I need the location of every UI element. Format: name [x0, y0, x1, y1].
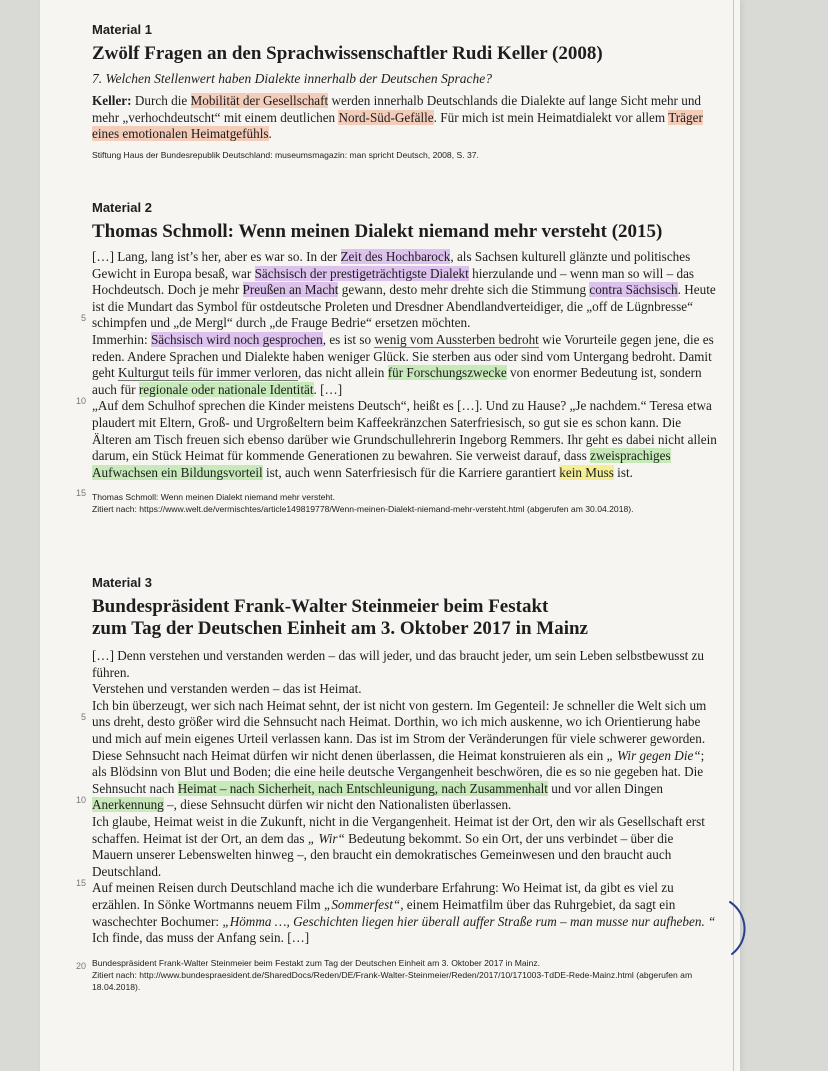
highlight-purple: contra Sächsisch	[589, 282, 678, 298]
material-1-question: 7. Welchen Stellenwert haben Dialekte innerhalb der Deutschen Sprache?	[92, 71, 493, 86]
line-number: 20	[75, 961, 86, 971]
highlight-orange: Nord-Süd-Gefälle	[338, 109, 434, 125]
highlight-green: zweisprachiges Aufwachsen ein Bildungsvorteil	[92, 448, 671, 480]
highlight-green: für Forschungszwecke	[387, 365, 507, 381]
material-3-paragraph-5	[92, 814, 717, 880]
handwritten-bracket-mark	[726, 900, 752, 956]
highlight-green: Heimat – nach Sicherheit, nach Entschleunigung, nach Zusammenhalt	[177, 780, 548, 796]
text-run: Immerhin:	[92, 331, 151, 347]
text-run: Durch die	[131, 93, 191, 108]
italic-quote: „Sommerfest“	[324, 896, 401, 912]
line-number: 15	[75, 878, 86, 888]
text-run: . Für mich ist mein Heimatdialekt vor allem	[433, 109, 669, 125]
source-author: Thomas Schmoll: Wenn meinen Dialekt niemand mehr versteht.	[92, 492, 335, 503]
material-3-title	[92, 596, 717, 640]
material-1-answer	[92, 93, 717, 143]
material-1	[92, 22, 717, 161]
text-run: Auf meinen Reisen durch Deutschland mache ich die wunderbare Erfahrung: Wo Heimat ist, da gibt es viel zu erzählen. In Sönke Wortmanns neuem Film	[92, 880, 674, 912]
title-line: Bundespräsident Frank-Walter Steinmeier beim Festakt	[92, 596, 549, 617]
text-run: gewann, desto mehr drehte sich die Stimmung	[338, 282, 590, 298]
line-number: 15	[75, 488, 86, 498]
text-run: […] Lang, lang ist’s her, aber es war so. In der	[92, 249, 341, 264]
speaker-label: Keller:	[92, 93, 132, 108]
italic-quote: „Hömma …, Geschichten liegen hier überall auffer Straße rum – man musse nur aufheben. “	[222, 913, 716, 929]
line-number: 5	[80, 712, 86, 722]
material-1-source: Stiftung Haus der Bundesrepublik Deutschland: museumsmagazin: man spricht Deutsch, 2008, S. 37.	[92, 149, 479, 160]
source-author: Bundespräsident Frank-Walter Steinmeier beim Festakt zum Tag der Deutschen Einheit am 3. Oktober 2017 in Mainz.	[92, 957, 541, 968]
text-run: von enormer Bedeutung ist, sondern auch für	[92, 365, 702, 397]
highlight-purple: Preußen an Macht	[242, 282, 339, 298]
text-run: hierzulande und – wenn man so will – das Hochdeutsch. Doch je mehr	[92, 265, 695, 298]
title-line: zum Tag der Deutschen Einheit am 3. Oktober 2017 in Mainz	[92, 618, 588, 639]
text-run: Ich glaube, Heimat weist in die Zukunft, nicht in die Vergangenheit. Heimat ist der Ort, den wir als Gesellschaft erst schaffen. Heimat ist der Ort, an dem das	[92, 813, 705, 846]
material-2-paragraph-2	[92, 332, 717, 398]
text-run: , als Sachsen kulturell glänzte und politisches Gewicht in Europa besaß, war	[92, 249, 691, 281]
material-3	[75, 575, 717, 993]
text-run: werden innerhalb Deutschlands die Dialekte auf lange Sicht mehr und mehr „verhochdeutscht“ mit einem deutlichen	[92, 93, 702, 125]
material-3-paragraph-7: Ich finde, das muss der Anfang sein. […]	[92, 930, 310, 946]
highlight-purple: Sächsisch wird noch gesprochen	[150, 331, 323, 347]
text-run: wie Vorurteile gegen jene, die es reden. Andere Sprachen und Dialekte haben weniger Glück. Sie sterben aus oder sind vom Untergang bedroht. Damit geht	[92, 331, 714, 381]
material-2-title: Thomas Schmoll: Wenn meinen Dialekt niemand mehr versteht (2015)	[92, 221, 663, 242]
material-3-label: Material 3	[92, 575, 152, 590]
material-2	[75, 200, 717, 515]
text-run: –, diese Sehnsucht dürfen wir nicht den Nationalisten überlassen.	[163, 797, 512, 813]
text-run: ist, auch wenn Saterfriesisch für die Karriere garantiert	[262, 464, 560, 480]
text-run: , es ist so	[322, 331, 375, 347]
line-number: 10	[75, 795, 86, 805]
highlight-yellow: kein Muss	[559, 464, 614, 480]
material-1-title: Zwölf Fragen an den Sprachwissenschaftler Rudi Keller (2008)	[92, 43, 603, 64]
text-run: .	[268, 126, 272, 142]
highlight-orange: Mobilität der Gesellschaft	[190, 93, 329, 108]
highlight-green: Anerkennung	[92, 797, 164, 813]
material-3-paragraph-4	[92, 748, 717, 814]
material-3-paragraph-6	[92, 880, 717, 930]
material-3-paragraph-2: Verstehen und verstanden werden – das ist Heimat.	[92, 681, 362, 697]
material-1-label: Material 1	[92, 22, 152, 37]
material-2-source	[92, 491, 717, 515]
material-2-paragraph-1	[92, 249, 717, 332]
underline: wenig vom Aussterben bedroht	[374, 331, 539, 347]
text-run: ist.	[613, 464, 633, 480]
underline: Kulturgut teils für immer verloren	[118, 365, 298, 381]
text-run: „Auf dem Schulhof sprechen die Kinder meistens Deutsch“, heißt es […]. Und zu Hause? „Je nachdem.“ Teresa etwa plaudert mit Eltern, Groß- und Urgroßeltern beim Kaffeekränzchen Saterfriesisch, so gut sie es schon kann. Die Älteren am Tisch freuen sich ebenso darüber wie Grundschullehrerin Ingeborg Remmers. Ihr geht es dabei nicht allein darum, ein Stück Heimat für kommende Generationen zu bewahren. Sie verweist darauf, dass	[92, 398, 717, 464]
text-run: . […]	[313, 381, 343, 397]
highlight-orange: Träger eines emotionalen Heimatgefühls	[92, 109, 703, 142]
line-number: 10	[75, 396, 86, 406]
highlight-purple: Zeit des Hochbarock	[340, 249, 451, 264]
source-url: Zitiert nach: http://www.bundespraesident.de/SharedDocs/Reden/DE/Frank-Walter-Steinmeier/Reden/2017/10/171003-TdDE-Rede-Mainz.html (abgerufen am 18.04.2018).	[92, 969, 693, 992]
text-run: , das nicht allein	[297, 365, 388, 381]
highlight-purple: Sächsisch der prestigeträchtigste Dialekt	[254, 265, 469, 281]
italic-quote: „ Wir“	[307, 830, 345, 846]
highlight-green: regionale oder nationale Identität	[138, 381, 314, 397]
material-2-label: Material 2	[92, 200, 152, 215]
source-url: Zitiert nach: https://www.welt.de/vermischtes/article149819778/Wenn-meinen-Dialekt-niemand-mehr-versteht.html (abgerufen am 30.04.2018).	[92, 504, 634, 515]
material-3-source	[92, 957, 717, 993]
text-run: , einem Heimatfilm über das Ruhrgebiet, da sagt ein waschechter Bochumer:	[92, 896, 676, 929]
line-number: 5	[80, 313, 86, 323]
italic-quote: „ Wir gegen Die“	[606, 747, 701, 763]
material-2-paragraph-3	[92, 398, 717, 481]
text-run: Bedeutung bekommt. So ein Ort, der uns verbindet – über die Mauern unserer Lebenswelten hinweg –, den braucht ein demokratisches Gemeinwesen und den braucht auch Deutschland.	[92, 830, 674, 879]
text-run: . Heute ist die Mundart das Symbol für ostdeutsche Proleten und Dresdner Abendlandverteidiger, die „off de Lügnbresse“ schimpfen und „de Mergl“ durch „de Frauge Bedrie“ ersetzen möchten.	[92, 282, 716, 331]
material-3-paragraph-3: Ich bin überzeugt, wer sich nach Heimat sehnt, der ist nicht von gestern. Im Gegenteil: Je schneller die Welt sich um uns dreht, desto größer wird die Sehnsucht nach Heimat. Dorthin, wo ich mich auskenne, wo ich Orientierung habe und mich auf mein eigenes Urteil verlassen kann. Das ist im Strom der Veränderungen für viele schwerer geworden.	[92, 697, 707, 746]
text-run: und vor allen Dingen	[547, 780, 663, 796]
material-3-paragraph-1: […] Denn verstehen und verstanden werden – das will jeder, und das braucht jeder, um sein Leben selbstbewusst zu führen.	[92, 648, 704, 680]
text-run: ; als Blödsinn von Blut und Boden; die eine heile deutsche Vergangenheit beschwören, die es so nie gegeben hat. Die Sehnsucht nach	[92, 747, 705, 796]
text-run: Diese Sehnsucht nach Heimat dürfen wir nicht denen überlassen, die Heimat konstruieren als ein	[92, 747, 607, 763]
